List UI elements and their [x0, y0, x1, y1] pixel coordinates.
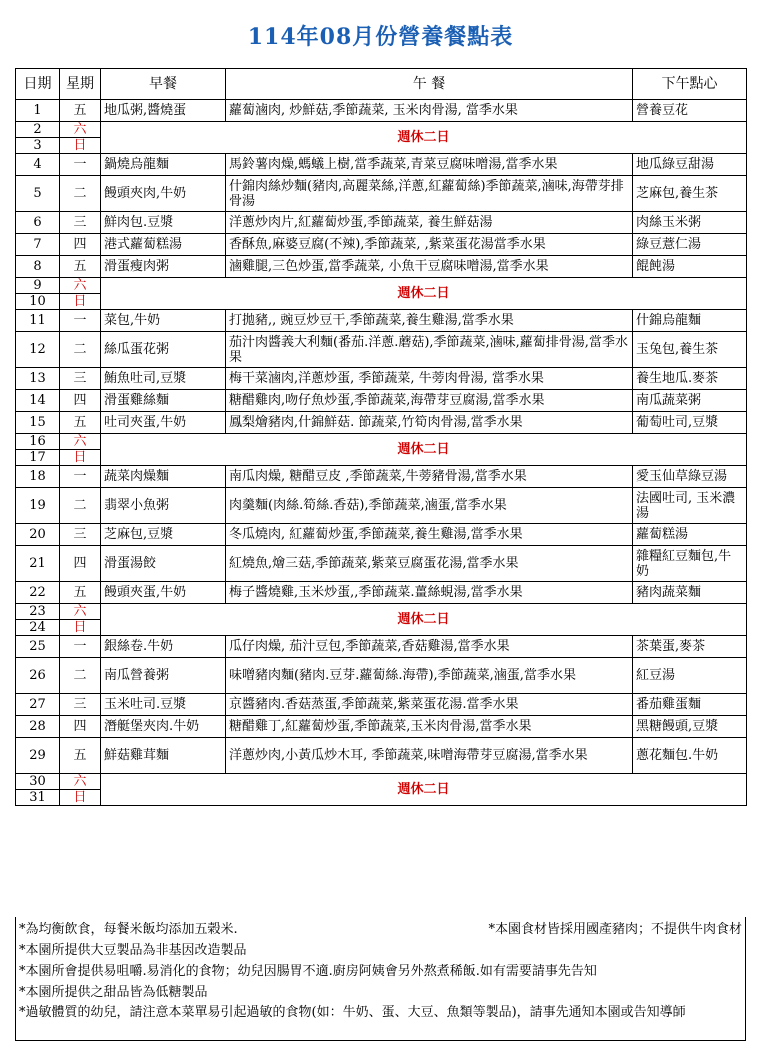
snack-cell: 番茄雞蛋麵	[633, 694, 747, 716]
date-cell: 23	[16, 604, 60, 620]
table-row	[16, 212, 747, 234]
snack-cell: 營養豆花	[633, 100, 747, 122]
breakfast-cell: 港式蘿蔔糕湯	[101, 234, 226, 256]
breakfast-cell: 鮮肉包.豆漿	[101, 212, 226, 234]
weekend-closed-label: 週休二日	[101, 774, 747, 806]
weekday-cell: 日	[60, 450, 101, 466]
lunch-cell: 洋蔥炒肉片,紅蘿蔔炒蛋,季節蔬菜, 養生鮮菇湯	[226, 212, 633, 234]
date-cell: 27	[16, 694, 60, 716]
weekend-row	[16, 604, 747, 620]
weekday-cell: 二	[60, 176, 101, 212]
table-row	[16, 100, 747, 122]
breakfast-cell: 滑蛋瘦肉粥	[101, 256, 226, 278]
date-cell: 19	[16, 488, 60, 524]
notes-box	[15, 917, 746, 1041]
weekend-row	[16, 278, 747, 294]
breakfast-cell: 潛艇堡夾肉.牛奶	[101, 716, 226, 738]
breakfast-cell: 鍋燒烏龍麵	[101, 154, 226, 176]
weekday-cell: 五	[60, 738, 101, 774]
table-row	[16, 390, 747, 412]
page-title: 114年08月份營養餐點表	[247, 24, 514, 50]
table-row	[16, 256, 747, 278]
lunch-cell: 京醬豬肉.香菇蒸蛋,季節蔬菜,紫菜蛋花湯.當季水果	[226, 694, 633, 716]
table-row	[16, 466, 747, 488]
header-row	[16, 69, 747, 100]
lunch-cell: 茄汁肉醬義大利麵(番茄.洋蔥.蘑菇),季節蔬菜,滷味,蘿蔔排骨湯,當季水果	[226, 332, 633, 368]
date-cell: 15	[16, 412, 60, 434]
weekday-cell: 一	[60, 636, 101, 658]
breakfast-cell: 饅頭夾蛋,牛奶	[101, 582, 226, 604]
breakfast-cell: 蔬菜肉燥麵	[101, 466, 226, 488]
header-lunch: 午 餐	[226, 69, 633, 100]
weekday-cell: 一	[60, 154, 101, 176]
weekday-cell: 三	[60, 368, 101, 390]
weekend-row	[16, 434, 747, 450]
table-row	[16, 636, 747, 658]
date-cell: 14	[16, 390, 60, 412]
header-breakfast: 早餐	[101, 69, 226, 100]
breakfast-cell: 南瓜營養粥	[101, 658, 226, 694]
note-row-1	[19, 919, 742, 940]
breakfast-cell: 銀絲卷.牛奶	[101, 636, 226, 658]
table-row	[16, 176, 747, 212]
date-cell: 10	[16, 294, 60, 310]
snack-cell: 芝麻包,養生茶	[633, 176, 747, 212]
lunch-cell: 味噌豬肉麵(豬肉.豆芽.蘿蔔絲.海帶),季節蔬菜,滷蛋,當季水果	[226, 658, 633, 694]
weekday-cell: 三	[60, 212, 101, 234]
date-cell: 31	[16, 790, 60, 806]
weekday-cell: 二	[60, 332, 101, 368]
weekday-cell: 二	[60, 658, 101, 694]
date-cell: 24	[16, 620, 60, 636]
weekday-cell: 五	[60, 412, 101, 434]
snack-cell: 紅豆湯	[633, 658, 747, 694]
lunch-cell: 紅燒魚,燴三菇,季節蔬菜,紫菜豆腐蛋花湯,當季水果	[226, 546, 633, 582]
snack-cell: 法國吐司, 玉米濃湯	[633, 488, 747, 524]
note-low-sugar: *本園所提供之甜品皆為低糖製品	[19, 985, 208, 1000]
lunch-cell: 冬瓜燒肉, 紅蘿蔔炒蛋,季節蔬菜,養生雞湯,當季水果	[226, 524, 633, 546]
snack-cell: 黑糖饅頭,豆漿	[633, 716, 747, 738]
lunch-cell: 香酥魚,麻婆豆腐(不辣),季節蔬菜, ,紫菜蛋花湯當季水果	[226, 234, 633, 256]
date-cell: 29	[16, 738, 60, 774]
weekday-cell: 六	[60, 434, 101, 450]
weekday-cell: 二	[60, 488, 101, 524]
weekday-cell: 四	[60, 390, 101, 412]
weekday-cell: 六	[60, 122, 101, 138]
breakfast-cell: 滑蛋湯餃	[101, 546, 226, 582]
weekend-row	[16, 122, 747, 138]
table-row	[16, 332, 747, 368]
weekend-closed-label: 週休二日	[101, 122, 747, 154]
table-row	[16, 234, 747, 256]
note-soy: *本園所提供大豆製品為非基因改造製品	[19, 943, 247, 958]
snack-cell: 豬肉蔬菜麵	[633, 582, 747, 604]
breakfast-cell: 地瓜粥,醬燒蛋	[101, 100, 226, 122]
snack-cell: 玉兔包,養生茶	[633, 332, 747, 368]
lunch-cell: 打拋豬,, 豌豆炒豆干,季節蔬菜,養生雞湯,當季水果	[226, 310, 633, 332]
date-cell: 16	[16, 434, 60, 450]
lunch-cell: 梅子醬燒雞,玉米炒蛋,,季節蔬菜.薑絲蜆湯,當季水果	[226, 582, 633, 604]
snack-cell: 養生地瓜.麥茶	[633, 368, 747, 390]
breakfast-cell: 鮪魚吐司,豆漿	[101, 368, 226, 390]
weekday-cell: 日	[60, 294, 101, 310]
note-pork-only: *本園食材皆採用國產豬肉；不提供牛肉食材	[488, 922, 742, 937]
weekday-cell: 三	[60, 524, 101, 546]
weekend-closed-label: 週休二日	[101, 604, 747, 636]
snack-cell: 葡萄吐司,豆漿	[633, 412, 747, 434]
date-cell: 4	[16, 154, 60, 176]
date-cell: 22	[16, 582, 60, 604]
lunch-cell: 洋蔥炒肉,小黃瓜炒木耳, 季節蔬菜,味噌海帶芽豆腐湯,當季水果	[226, 738, 633, 774]
snack-cell: 蘿蔔糕湯	[633, 524, 747, 546]
weekday-cell: 日	[60, 790, 101, 806]
breakfast-cell: 菜包,牛奶	[101, 310, 226, 332]
snack-cell: 地瓜綠豆甜湯	[633, 154, 747, 176]
breakfast-cell: 鮮菇雞茸麵	[101, 738, 226, 774]
date-cell: 3	[16, 138, 60, 154]
lunch-cell: 蘿蔔滷肉, 炒鮮菇,季節蔬菜, 玉米肉骨湯, 當季水果	[226, 100, 633, 122]
breakfast-cell: 滑蛋雞絲麵	[101, 390, 226, 412]
weekday-cell: 五	[60, 256, 101, 278]
lunch-cell: 梅干菜滷肉,洋蔥炒蛋, 季節蔬菜, 牛蒡肉骨湯, 當季水果	[226, 368, 633, 390]
table-row	[16, 488, 747, 524]
note-whole-grain: *為均衡飲食，每餐米飯均添加五榖米.	[19, 922, 238, 937]
snack-cell: 雜糧紅豆麵包,牛奶	[633, 546, 747, 582]
lunch-cell: 糖醋雞丁,紅蘿蔔炒蛋,季節蔬菜,玉米肉骨湯,當季水果	[226, 716, 633, 738]
header-date: 日期	[16, 69, 60, 100]
snack-cell: 南瓜蔬菜粥	[633, 390, 747, 412]
weekday-cell: 五	[60, 582, 101, 604]
lunch-cell: 南瓜肉燥, 糖醋豆皮 ,季節蔬菜,牛蒡豬骨湯,當季水果	[226, 466, 633, 488]
date-cell: 17	[16, 450, 60, 466]
breakfast-cell: 吐司夾蛋,牛奶	[101, 412, 226, 434]
table-row	[16, 524, 747, 546]
date-cell: 30	[16, 774, 60, 790]
weekday-cell: 日	[60, 620, 101, 636]
lunch-cell: 肉羹麵(肉絲.筍絲.香菇),季節蔬菜,滷蛋,當季水果	[226, 488, 633, 524]
note-allergy: *過敏體質的幼兒，請注意本菜單易引起過敏的食物(如：牛奶、蛋、大豆、魚類等製品)，請事先通知本園或告知導師	[19, 1005, 686, 1020]
table-row	[16, 412, 747, 434]
header-weekday: 星期	[60, 69, 101, 100]
table-row	[16, 694, 747, 716]
weekday-cell: 四	[60, 234, 101, 256]
lunch-cell: 滷雞腿,三色炒蛋,當季蔬菜, 小魚干豆腐味噌湯,當季水果	[226, 256, 633, 278]
weekday-cell: 四	[60, 546, 101, 582]
snack-cell: 什錦烏龍麵	[633, 310, 747, 332]
date-cell: 2	[16, 122, 60, 138]
header-snack: 下午點心	[633, 69, 747, 100]
lunch-cell: 瓜仔肉燥, 茄汁豆包,季節蔬菜,香菇雞湯,當季水果	[226, 636, 633, 658]
date-cell: 11	[16, 310, 60, 332]
lunch-cell: 馬鈴薯肉燥,螞蟻上樹,當季蔬菜,青菜豆腐味噌湯,當季水果	[226, 154, 633, 176]
snack-cell: 愛玉仙草綠豆湯	[633, 466, 747, 488]
breakfast-cell: 翡翠小魚粥	[101, 488, 226, 524]
weekday-cell: 一	[60, 466, 101, 488]
breakfast-cell: 玉米吐司.豆漿	[101, 694, 226, 716]
snack-cell: 肉絲玉米粥	[633, 212, 747, 234]
snack-cell: 茶葉蛋,麥茶	[633, 636, 747, 658]
menu-table	[15, 68, 747, 806]
date-cell: 6	[16, 212, 60, 234]
weekday-cell: 四	[60, 716, 101, 738]
note-easy-food: *本園所會提供易咀嚼.易消化的食物；幼兒因腸胃不適.廚房阿姨會另外熬煮稀飯.如有需要請事先告知	[19, 964, 597, 979]
menu-body	[16, 100, 747, 806]
weekday-cell: 六	[60, 774, 101, 790]
date-cell: 5	[16, 176, 60, 212]
date-cell: 7	[16, 234, 60, 256]
date-cell: 8	[16, 256, 60, 278]
weekday-cell: 六	[60, 604, 101, 620]
lunch-cell: 鳳梨燴豬肉,什錦鮮菇. 節蔬菜,竹筍肉骨湯,當季水果	[226, 412, 633, 434]
table-row	[16, 368, 747, 390]
date-cell: 9	[16, 278, 60, 294]
snack-cell: 綠豆薏仁湯	[633, 234, 747, 256]
table-row	[16, 658, 747, 694]
table-row	[16, 546, 747, 582]
snack-cell: 蔥花麵包.牛奶	[633, 738, 747, 774]
table-row	[16, 310, 747, 332]
weekend-closed-label: 週休二日	[101, 434, 747, 466]
weekday-cell: 三	[60, 694, 101, 716]
date-cell: 20	[16, 524, 60, 546]
weekend-closed-label: 週休二日	[101, 278, 747, 310]
lunch-cell: 糖醋雞肉,吻仔魚炒蛋,季節蔬菜,海帶芽豆腐湯,當季水果	[226, 390, 633, 412]
weekday-cell: 五	[60, 100, 101, 122]
lunch-cell: 什錦肉絲炒麵(豬肉,高麗菜絲,洋蔥,紅蘿蔔絲)季節蔬菜,滷味,海帶芽排骨湯	[226, 176, 633, 212]
weekday-cell: 六	[60, 278, 101, 294]
date-cell: 21	[16, 546, 60, 582]
table-row	[16, 738, 747, 774]
breakfast-cell: 絲瓜蛋花粥	[101, 332, 226, 368]
date-cell: 13	[16, 368, 60, 390]
date-cell: 12	[16, 332, 60, 368]
date-cell: 26	[16, 658, 60, 694]
weekday-cell: 日	[60, 138, 101, 154]
table-row	[16, 716, 747, 738]
date-cell: 1	[16, 100, 60, 122]
snack-cell: 餛飩湯	[633, 256, 747, 278]
date-cell: 25	[16, 636, 60, 658]
date-cell: 28	[16, 716, 60, 738]
table-row	[16, 154, 747, 176]
date-cell: 18	[16, 466, 60, 488]
table-row	[16, 582, 747, 604]
breakfast-cell: 芝麻包,豆漿	[101, 524, 226, 546]
weekend-row	[16, 774, 747, 790]
weekday-cell: 一	[60, 310, 101, 332]
breakfast-cell: 饅頭夾肉,牛奶	[101, 176, 226, 212]
